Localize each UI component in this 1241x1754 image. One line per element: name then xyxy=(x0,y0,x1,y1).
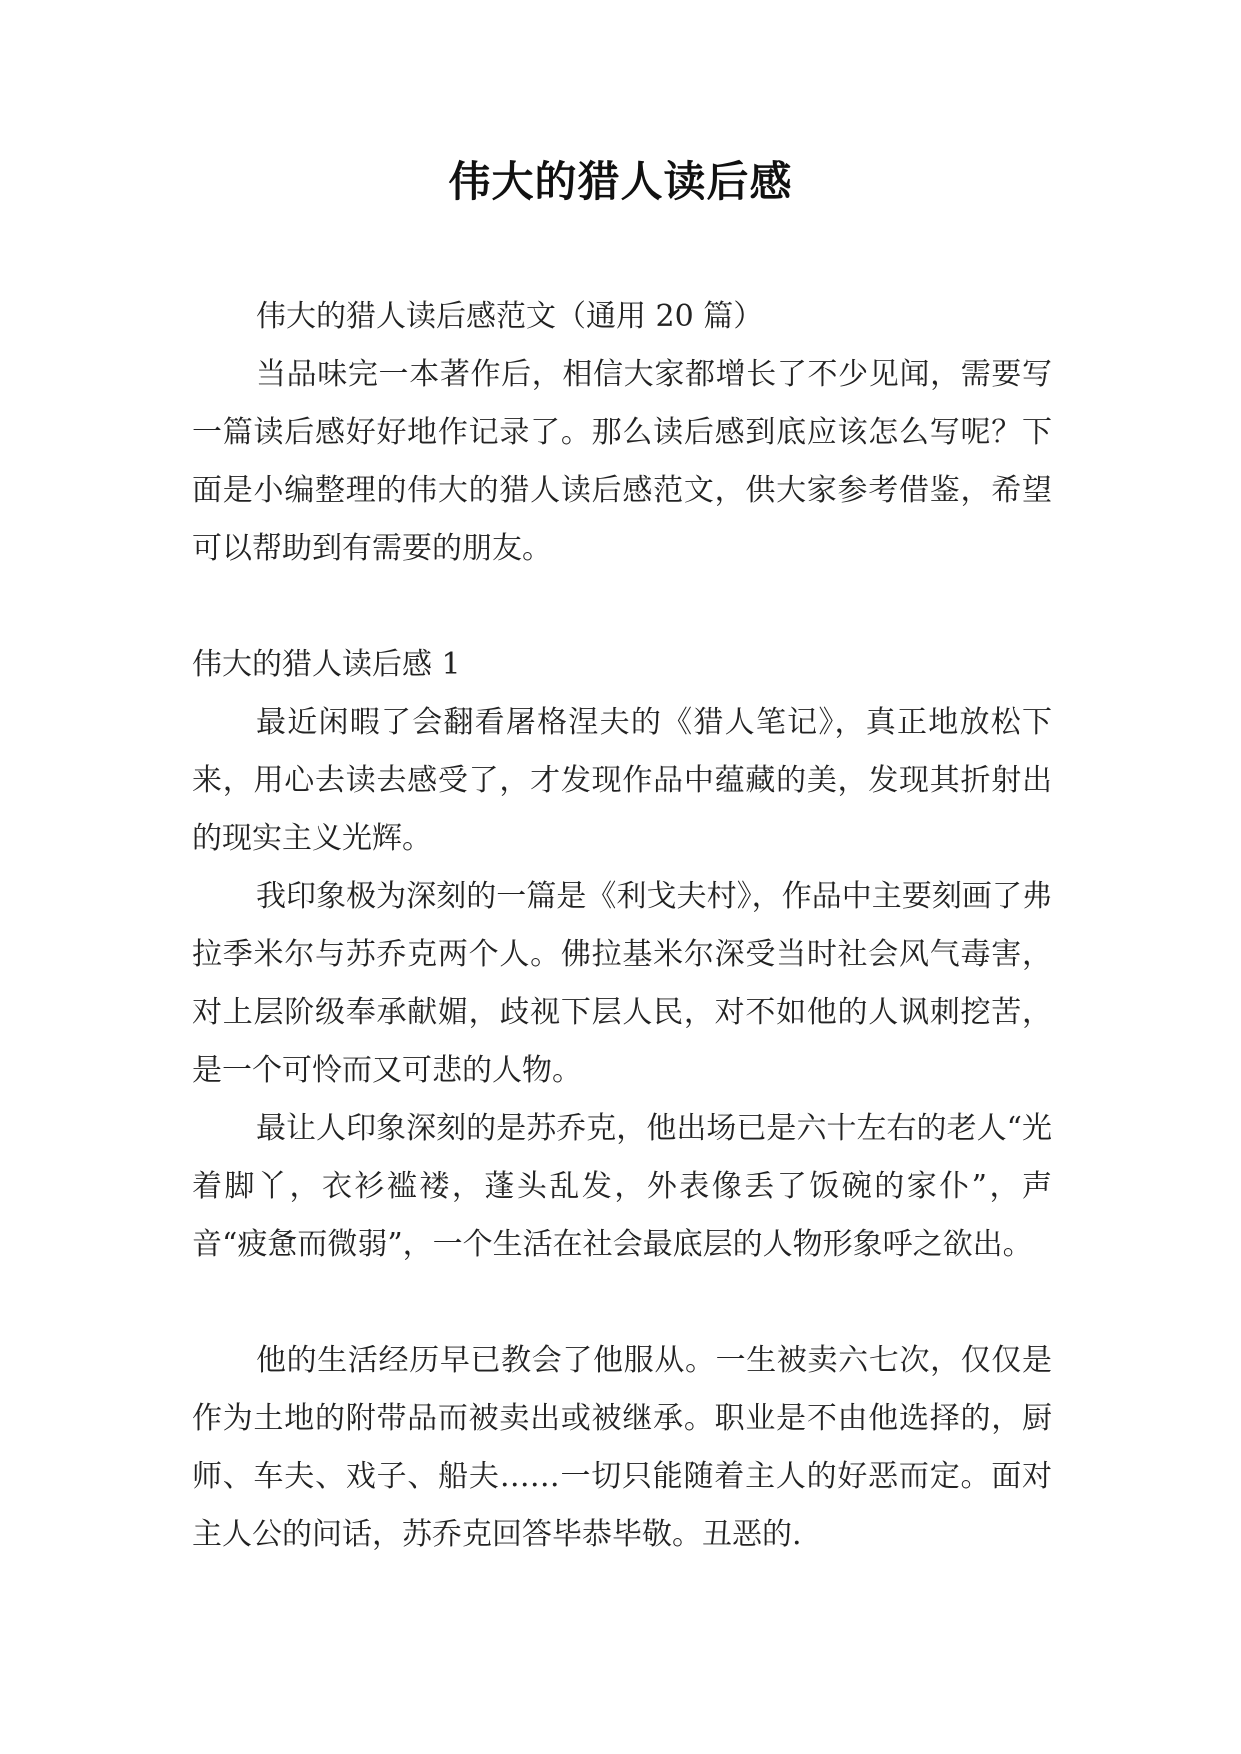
document-subtitle: 伟大的猎人读后感范文（通用 20 篇） xyxy=(256,299,764,334)
body-paragraph: 他的生活经历早已教会了他服从。一生被卖六七次，仅仅是作为土地的附带品而被卖出或被继承。职业是不由他选择的，厨师、车夫、戏子、船夫……一切只能随着主人的好恶而定。面对主人公的问话，苏乔克回答毕恭毕敬。丑恶的. xyxy=(192,1343,1052,1552)
body-paragraph: 我印象极为深刻的一篇是《利戈夫村》，作品中主要刻画了弗拉季米尔与苏乔克两个人。佛拉基米尔深受当时社会风气毒害，对上层阶级奉承献媚，歧视下层人民，对不如他的人讽刺挖苦，是一个可怜而又可悲的人物。 xyxy=(192,879,1052,1088)
body-paragraph: 最让人印象深刻的是苏乔克，他出场已是六十左右的老人“光着脚丫，衣衫褴褛，蓬头乱发，外表像丢了饭碗的家仆”，声音“疲惫而微弱”，一个生活在社会最底层的人物形象呼之欲出。 xyxy=(192,1111,1052,1262)
document-title: 伟大的猎人读后感 xyxy=(448,157,793,206)
intro-paragraph: 当品味完一本著作后，相信大家都增长了不少见闻，需要写一篇读后感好好地作记录了。那么读后感到底应该怎么写呢？下面是小编整理的伟大的猎人读后感范文，供大家参考借鉴，希望可以帮助到有需要的朋友。 xyxy=(192,357,1052,566)
section-heading: 伟大的猎人读后感 1 xyxy=(192,647,461,682)
body-paragraph: 最近闲暇了会翻看屠格涅夫的《猎人笔记》，真正地放松下来，用心去读去感受了，才发现作品中蕴藏的美，发现其折射出的现实主义光辉。 xyxy=(192,705,1052,856)
